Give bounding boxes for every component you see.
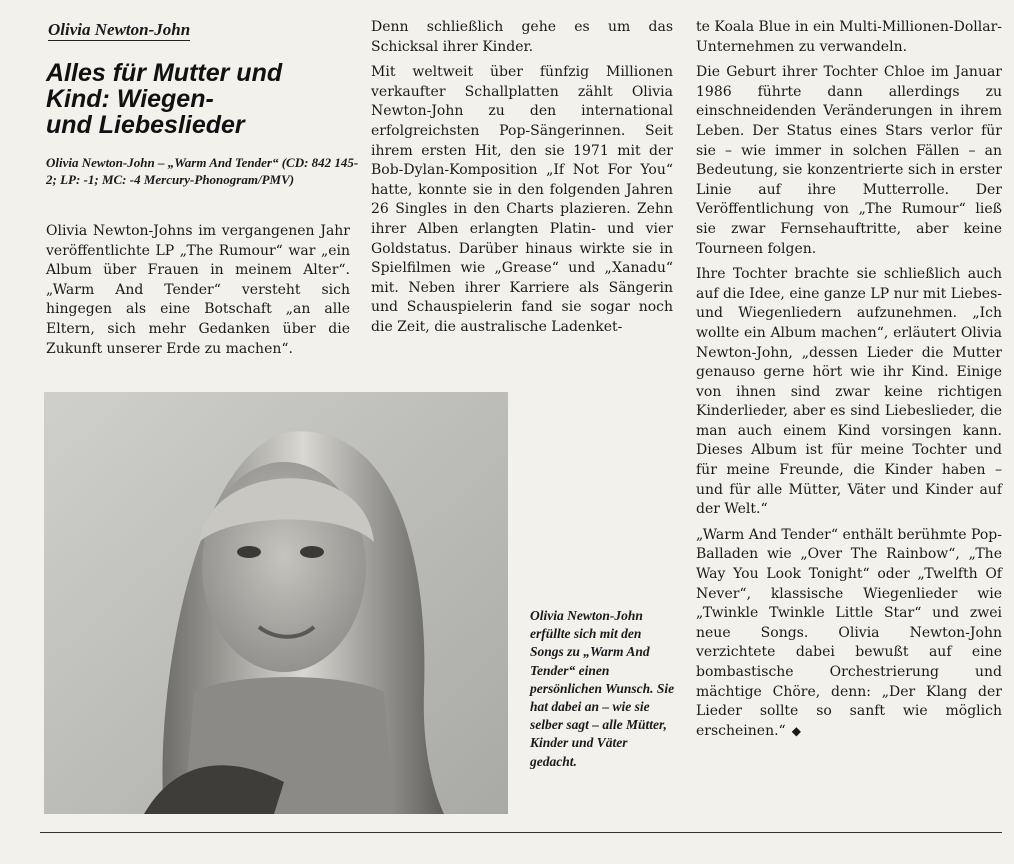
paragraph: Olivia Newton-Johns im vergangenen Jahr veröffentlichte LP „The Rumour“ war „ein Album über Frauen in meinem Alter“. „Warm And Tender“ versteht sich hingegen als eine Botschaft „an alle Eltern, sich mehr Gedanken über die Zukunft unserer Erde zu machen“. <box>46 223 350 357</box>
text-column-1 <box>46 222 350 359</box>
article-headline <box>46 60 361 138</box>
paragraph: Die Geburt ihrer Tochter Chloe im Januar 1986 führte dann allerdings zu einschneidenden Veränderungen in ihrem Leben. Der Status eines Stars verlor für sie – wie immer in solchen Fällen – an Bedeutung, sie konzentrierte sich in erster Linie auf ihre Mutterrolle. Der Veröffentlichung von „The Rumour“ ließ sie zwar Fernsehauftritte, aber keine Tourneen folgen. <box>696 64 1002 257</box>
album-credit: Olivia Newton-John – „Warm And Tender“ (CD: 842 145-2; LP: -1; MC: -4 Mercury-Phonogram/PMV) <box>46 155 359 187</box>
paragraph: Denn schließlich gehe es um das Schicksal ihrer Kinder. <box>371 19 673 55</box>
end-mark-icon: ◆ <box>791 723 801 738</box>
headline-line: und Liebeslieder <box>46 111 245 139</box>
text-column-3 <box>696 18 1002 741</box>
headline-line: Alles für Mutter und <box>46 59 283 87</box>
paragraph-text: „Warm And Tender“ enthält berühmte Pop-Balladen wie „Over The Rainbow“, „The Way You Look Tonight“ oder „Twelfth Of Never“, klassische Wiegenlieder wie „Twinkle Twinkle Little Star“ und zwei neue Songs. Olivia Newton-John verzichtete dabei bewußt auf eine bombastische Orchestrierung und mächtige Chöre, denn: „Der Klang der Lieder sollte so sanft wie möglich erscheinen.“ <box>696 526 1002 739</box>
paragraph <box>696 526 1002 742</box>
photo-caption: Olivia Newton-John erfüllte sich mit den Songs zu „Warm And Tender“ einen persönlichen Wunsch. Sie hat dabei an – wie sie selber sagt – alle Mütter, Kinder und Väter gedacht. <box>530 608 675 769</box>
portrait-photo-illustration <box>44 392 508 814</box>
text-column-2 <box>371 18 673 338</box>
paragraph: Ihre Tochter brachte sie schließlich auch auf die Idee, eine ganze LP nur mit Liebes- und Wiegenliedern aufzunehmen. „Ich wollte ein Album machen“, erläutert Olivia Newton-John, „dessen Lieder die Mutter genauso gerne hört wie ihr Kind. Einige von ihnen sind zwar keine richtigen Kinderlieder, aber es sind Liebeslieder, die man auch einem Kind vorsingen kann. Dieses Album ist für meine Tochter und für meine Freunde, die Kinder haben – und für alle Mütter, Väter und Kinder auf der Welt.“ <box>696 266 1002 518</box>
portrait-photo <box>44 392 508 814</box>
paragraph: Mit weltweit über fünfzig Millionen verkaufter Schallplatten zählt Olivia Newton-John zu den international erfolgreichsten Pop-Sängerinnen. Seit ihrem ersten Hit, den sie 1971 mit der Bob-Dylan-Komposition „If Not For You“ hatte, konnte sie in den folgenden Jahren 26 Singles in den Charts plazieren. Zehn ihrer Alben erlangten Platin- und vier Goldstatus. Darüber hinaus wirkte sie in Spielfilmen wie „Grease“ und „Xanadu“ mit. Neben ihrer Karriere als Sängerin und Schauspielerin fand sie sogar noch die Zeit, die australische Ladenket- <box>371 64 673 335</box>
section-kicker: Olivia Newton-John <box>48 20 191 39</box>
paragraph: te Koala Blue in ein Multi-Millionen-Dollar-Unternehmen zu verwandeln. <box>696 19 1002 55</box>
headline-line: Kind: Wiegen- <box>46 85 214 113</box>
footer-rule <box>40 832 1002 833</box>
